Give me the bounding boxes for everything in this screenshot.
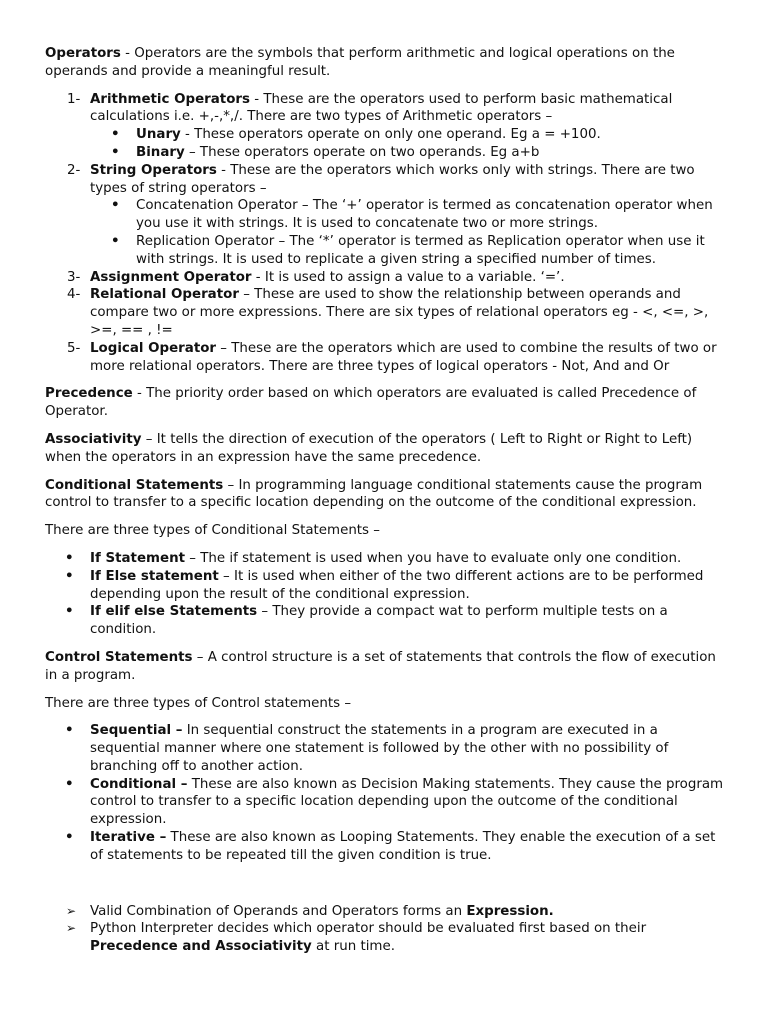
arrow-bullet-icon: ➢	[66, 903, 77, 918]
control-intro: There are three types of Control statements –	[45, 695, 352, 711]
control-list	[45, 722, 730, 864]
list-item: • Unary - These operators operate on only one operand. Eg a = +100.	[90, 126, 730, 144]
string-term: String Operators	[90, 162, 217, 178]
list-item: • If elif else Statements – They provide a compact wat to perform multiple tests on a condition.	[45, 603, 730, 639]
list-item: • Iterative – These are also known as Looping Statements. They enable the execution of a set of statements to be repeated till the given condition is true.	[45, 829, 730, 865]
item-number: 4-	[67, 287, 81, 303]
operator-types-list	[45, 91, 730, 376]
list-item: ➢ Python Interpreter decides which operator should be evaluated first based on their Precedence and Associativity at run time.	[66, 921, 647, 955]
list-item: • If Statement – The if statement is used when you have to evaluate only one condition.	[45, 550, 730, 568]
item-number: 1-	[67, 91, 81, 107]
conditional-intro: There are three types of Conditional Statements –	[45, 523, 380, 539]
list-item: 4- Relational Operator – These are used to show the relationship between operands and compare two or more expressions. There are six types of relational operators eg - <, <=, >, >=, == , !=	[67, 287, 709, 338]
operators-paragraph: Operators - Operators are the symbols that perform arithmetic and logical operations on the operands and provide a meaningful result.	[45, 46, 675, 79]
list-item: • Binary – These operators operate on two operands. Eg a+b	[90, 144, 730, 162]
arithmetic-sublist	[90, 126, 730, 162]
operators-desc: Operators are the symbols that perform arithmetic and logical operations on the operands and provide a meaningful result.	[45, 46, 675, 79]
item-number: 5-	[67, 340, 81, 356]
operators-term: Operators	[45, 46, 121, 61]
control-paragraph: Control Statements – A control structure is a set of statements that controls the flow of execution in a program.	[45, 649, 716, 683]
relational-term: Relational Operator	[90, 287, 239, 303]
logical-term: Logical Operator	[90, 340, 217, 356]
conditional-paragraph: Conditional Statements – In programming language conditional statements cause the program control to transfer to a specific location depending on the outcome of the conditional expression.	[45, 477, 703, 511]
list-item: • Conditional – These are also known as Decision Making statements. They cause the program control to transfer to a specific location depending upon the outcome of the conditional expression.	[45, 776, 730, 829]
arithmetic-term: Arithmetic Operators	[90, 91, 250, 107]
spacer	[45, 875, 730, 903]
list-item: • If Else statement – It is used when either of the two different actions are to be performed depending upon the result of the conditional expression.	[45, 568, 730, 604]
list-item: • Sequential – In sequential construct the statements in a program are executed in a sequential manner where one statement is followed by the other with no possibility of branching off to another action.	[45, 722, 730, 775]
item-number: 3-	[67, 269, 81, 285]
item-number: 2-	[67, 162, 81, 178]
document-page	[45, 45, 730, 956]
list-item: 3- Assignment Operator - It is used to assign a value to a variable. ‘=’.	[67, 269, 565, 285]
list-item: 5- Logical Operator – These are the operators which are used to combine the results of two or more relational operators. There are three types of logical operators - Not, And and Or	[67, 340, 717, 374]
list-item: 2- String Operators - These are the operators which works only with strings. There are two types of string operators – • Concatenation Operator – The ‘+’ operator is termed as concatenation operator when you use it with strings. It is used to concatenate two or more strings. • Replication Operator – The ‘*’ operator is termed as Replication operator when use it with strings. It is used to replicate a given string a specified number of times.	[45, 162, 730, 269]
precedence-paragraph: Precedence - The priority order based on which operators are evaluated is called Precedence of Operator.	[45, 386, 697, 420]
associativity-paragraph: Associativity – It tells the direction of execution of the operators ( Left to Right or Right to Left) when the operators in an expression have the same precedence.	[45, 431, 693, 465]
list-item: • Replication Operator – The ‘*’ operator is termed as Replication operator when use it with strings. It is used to replicate a given string a specified number of times.	[90, 233, 730, 269]
conditional-list	[45, 550, 730, 639]
assignment-term: Assignment Operator	[90, 269, 252, 285]
notes-list	[45, 903, 730, 956]
list-item: • Concatenation Operator – The ‘+’ operator is termed as concatenation operator when you use it with strings. It is used to concatenate two or more strings.	[90, 197, 730, 233]
string-sublist	[90, 197, 730, 268]
arrow-bullet-icon: ➢	[66, 921, 77, 936]
list-item: 1- Arithmetic Operators - These are the operators used to perform basic mathematical calculations i.e. +,-,*,/. There are two types of Arithmetic operators – • Unary - These operators operate on only one operand. Eg a = +100. • Binary – These operators operate on two operands. Eg a+b	[45, 91, 730, 162]
list-item: ➢ Valid Combination of Operands and Operators forms an Expression.	[66, 903, 554, 919]
